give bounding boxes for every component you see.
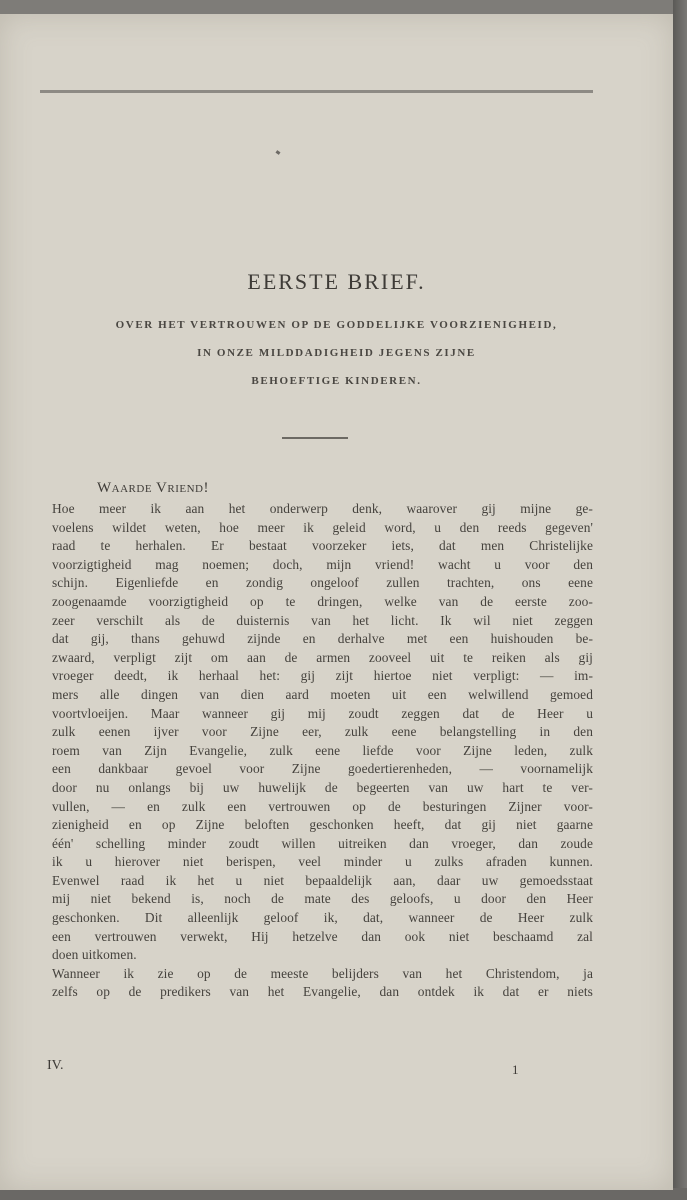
text-line: zelfs op de predikers van het Evangelie, dan ontdek ik dat er niets — [52, 984, 593, 1000]
scan-background-right — [673, 0, 687, 1200]
signature-mark: IV. — [47, 1058, 64, 1073]
body-text — [52, 500, 593, 1002]
text-line: zwaard, verpligt zijt om aan de armen zooveel uit te reiken als gij — [52, 649, 593, 665]
text-line: Evenwel raad ik het u niet bepaaldelijk aan, daar uw gemoedsstaat — [52, 872, 593, 888]
text-line: vullen, — en zulk een vertrouwen op de besturingen Zijner voor- — [52, 798, 593, 814]
text-line: doen uitkomen. — [52, 947, 137, 963]
text-line: dat gij, thans gehuwd zijnde en derhalve met een huishouden be- — [52, 631, 593, 647]
text-line: geschonken. Dit alleenlijk geloof ik, dat, wanneer de Heer zulk — [52, 910, 593, 926]
page-title: EERSTE BRIEF. — [247, 269, 426, 294]
text-line: één' schelling minder zoudt willen uitreiken dan vroeger, dan zoude — [52, 835, 593, 851]
text-line: zeer verschilt als de duisternis van het licht. Ik wil niet zeggen — [52, 612, 593, 628]
text-line: mers alle dingen van dien aard moeten uit een welwillend gemoed — [52, 686, 593, 702]
text-line: Wanneer ik zie op de meeste belijders van het Christendom, ja — [52, 965, 593, 981]
text-line: door nu onlangs bij uw huwelijk de begeerten van uw hart te ver- — [52, 779, 593, 795]
text-line: raad te herhalen. Er bestaat voorzeker iets, dat men Christelijke — [52, 538, 593, 554]
text-line: voortvloeijen. Maar wanneer gij mij zoudt zeggen dat de Heer u — [52, 705, 593, 721]
text-line: zulk eenen ijver voor Zijne eer, zulk eene belangstelling in den — [52, 724, 593, 740]
text-line: een vertrouwen verwekt, Hij hetzelve dan ook niet beschaamd zal — [52, 928, 593, 944]
text-line: zienigheid en op Zijne beloften geschonken heeft, dat gij niet gaarne — [52, 817, 593, 833]
text-line: mij niet bekend is, noch de mate des geloofs, u door den Heer — [52, 891, 593, 907]
text-line: Hoe meer ik aan het onderwerp denk, waarover gij mijne ge- — [52, 501, 593, 516]
header-rule — [40, 90, 593, 93]
page-number: 1 — [512, 1062, 519, 1077]
text-line: voelens wildet weten, hoe meer ik geleid word, u den reeds gegeven' — [52, 519, 593, 535]
text-line: voorzigtigheid mag noemen; doch, mijn vriend! wacht u voor den — [52, 556, 593, 572]
salutation: Waarde Vriend! — [97, 480, 209, 496]
text-line: zoogenaamde voorzigtigheid op te dringen, welke van de eerste zoo- — [52, 593, 593, 609]
scan-background-top — [0, 0, 687, 14]
text-line: schijn. Eigenliefde en zondig ongeloof zullen trachten, ons eene — [52, 575, 593, 591]
subtitle-line-1: OVER HET VERTROUWEN OP DE GODDELIJKE VOORZIENIGHEID, — [115, 319, 558, 331]
ornament-rule — [282, 437, 348, 439]
subtitle-line-3: BEHOEFTIGE KINDEREN. — [251, 375, 422, 387]
text-line: een dankbaar gevoel voor Zijne goedertierenheden, — voornamelijk — [52, 761, 593, 777]
subtitle-line-2: IN ONZE MILDDADIGHEID JEGENS ZIJNE — [197, 347, 476, 359]
text-line: ik u hierover niet berispen, veel minder u zulks afraden kunnen. — [52, 854, 593, 870]
text-line: roem van Zijn Evangelie, zulk eene liefde voor Zijne leden, zulk — [52, 742, 593, 758]
book-page — [0, 14, 673, 1190]
text-line: vroeger deedt, ik herhaal het: gij zijt hiertoe niet verpligt: — im- — [52, 668, 593, 684]
paper-speck — [276, 150, 281, 155]
